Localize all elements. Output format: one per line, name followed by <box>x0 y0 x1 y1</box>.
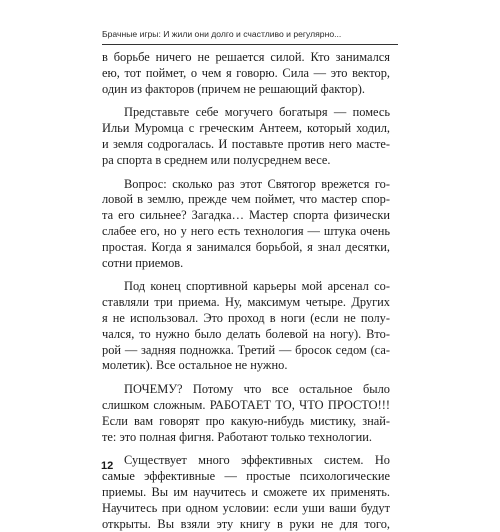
text-line: Научитесь при одном условии: если уши ваши будут <box>102 500 390 515</box>
text-line: те: это полная фигня. Работают только технологии. <box>102 429 372 444</box>
text-line: Если вам говорят про какую-нибудь мистику, знай- <box>102 413 390 428</box>
text-line: Под конец спортивной карьеры мой арсенал со- <box>124 279 390 294</box>
text-line: ра спорта в среднем или полусреднем весе. <box>102 152 331 167</box>
text-line: та его сильнее? Загадка… Мастер спорта физически <box>102 208 390 223</box>
text-line: открыты. Вы взяли эту книгу в руки не для того, <box>102 516 390 531</box>
text-line: Ильи Муромца с греческим Антеем, который ходил, <box>102 121 390 136</box>
paragraph <box>102 105 390 168</box>
text-line: сотни приемов. <box>102 255 184 270</box>
running-header: Брачные игры: И жили они долго и счастливо и регулярно... <box>102 27 398 45</box>
text-line: молетик). Все остальное не нужно. <box>102 358 288 373</box>
page-number: 12 <box>101 460 114 472</box>
text-line: Представьте себе могучего богатыря — помесь <box>124 105 390 120</box>
paragraph <box>102 382 390 445</box>
paragraph <box>102 279 390 374</box>
text-line: ею, тот поймет, о чем я говорю. Сила — это вектор, <box>102 65 390 80</box>
text-line: я не использовал. Это проход в ноги (если не полу- <box>102 310 390 325</box>
text-line: самые эффективные — простые психологические <box>102 469 390 484</box>
text-line: приемы. Вы им научитесь и сможете их применять. <box>102 484 390 499</box>
paragraph <box>102 453 390 532</box>
text-line: и земля содрогалась. И поставьте против него масте- <box>102 136 390 151</box>
text-line: ПОЧЕМУ? Потому что все остальное было <box>124 382 390 397</box>
paragraph <box>102 177 390 272</box>
text-line: ловой в землю, прежде чем поймет, что мастер спор- <box>102 192 390 207</box>
text-line: чался, то нужно было делать болевой на ногу). Вто- <box>102 326 390 341</box>
text-line: рой — задняя подножка. Третий — бросок седом (са- <box>102 342 390 357</box>
text-line: слабее его, но у него есть технология — штука очень <box>102 223 390 238</box>
paragraph <box>102 50 390 97</box>
text-line: один из факторов (причем не решающий фактор). <box>102 81 365 96</box>
text-line: простая. Когда я занимался борьбой, я знал десятки, <box>102 239 390 254</box>
text-line: Существует много эффективных систем. Но <box>124 453 390 468</box>
text-line: слишком сложным. РАБОТАЕТ ТО, ЧТО ПРОСТО!!! <box>102 397 390 412</box>
text-line: Вопрос: сколько раз этот Святогор врежется го- <box>124 176 390 191</box>
text-line: в борьбе ничего не решается силой. Кто занимался <box>102 50 390 64</box>
body-text <box>102 50 390 532</box>
text-line: ставляли три приема. Ну, максимум четыре. Других <box>102 295 390 310</box>
